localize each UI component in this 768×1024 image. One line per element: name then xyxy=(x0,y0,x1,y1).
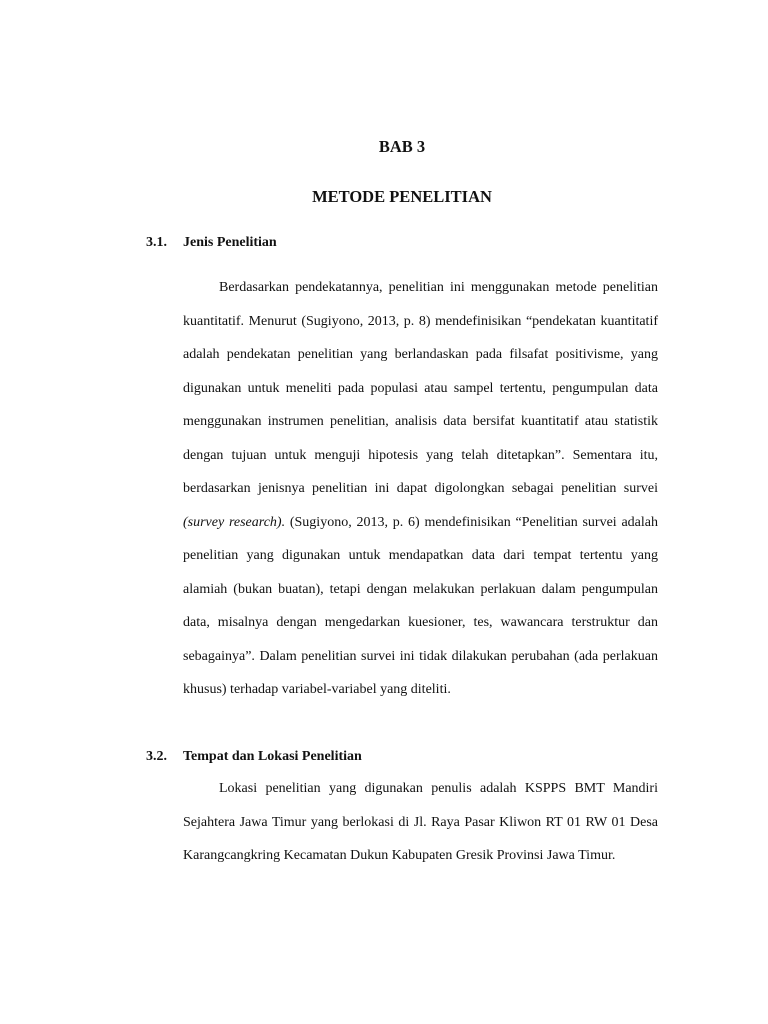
section-heading xyxy=(146,749,362,765)
section-number: 3.2. xyxy=(146,749,167,764)
paragraph-text: Berdasarkan pendekatannya, penelitian ini menggunakan metode penelitian kuantitatif. Menurut (Sugiyono, 2013, p. 8) mendefinisikan “pendekatan kuantitatif adalah pendekatan penelitian yang berlandaskan pada filsafat positivisme, yang digunakan untuk meneliti pada populasi atau sampel tertentu, pengumpulan data menggunakan instrumen penelitian, analisis data bersifat kuantitatif atau statistik dengan tujuan untuk menguji hipotesis yang telah ditetapkan”. Sementara itu, berdasarkan jenisnya penelitian ini dapat digolongkan sebagai penelitian survei xyxy=(183,280,658,496)
chapter-title: METODE PENELITIAN xyxy=(312,187,492,206)
paragraph-italic-term: (survey research). xyxy=(183,514,286,530)
section-title: Tempat dan Lokasi Penelitian xyxy=(183,749,362,764)
section-title: Jenis Penelitian xyxy=(183,235,277,250)
paragraph-text: (Sugiyono, 2013, p. 6) mendefinisikan “Penelitian survei adalah penelitian yang digunakan untuk mendapatkan data dari tempat tertentu yang alamiah (bukan buatan), tetapi dengan melakukan perlakuan dalam pengumpulan data, misalnya dengan mengedarkan kuesioner, tes, wawancara terstruktur dan sebagainya”. Dalam penelitian survei ini tidak dilakukan perubahan (ada perlakuan khusus) terhadap variabel-variabel yang diteliti. xyxy=(183,514,659,697)
chapter-number: BAB 3 xyxy=(378,137,426,156)
section-paragraph xyxy=(183,772,658,873)
section-heading xyxy=(146,235,277,251)
section-paragraph xyxy=(183,271,658,707)
paragraph-text: Lokasi penelitian yang digunakan penulis adalah KSPPS BMT Mandiri Sejahtera Jawa Timur yang berlokasi di Jl. Raya Pasar Kliwon RT 01 RW 01 Desa Karangcangkring Kecamatan Dukun Kabupaten Gresik Provinsi Jawa Timur. xyxy=(183,781,658,863)
section-number: 3.1. xyxy=(146,235,167,250)
